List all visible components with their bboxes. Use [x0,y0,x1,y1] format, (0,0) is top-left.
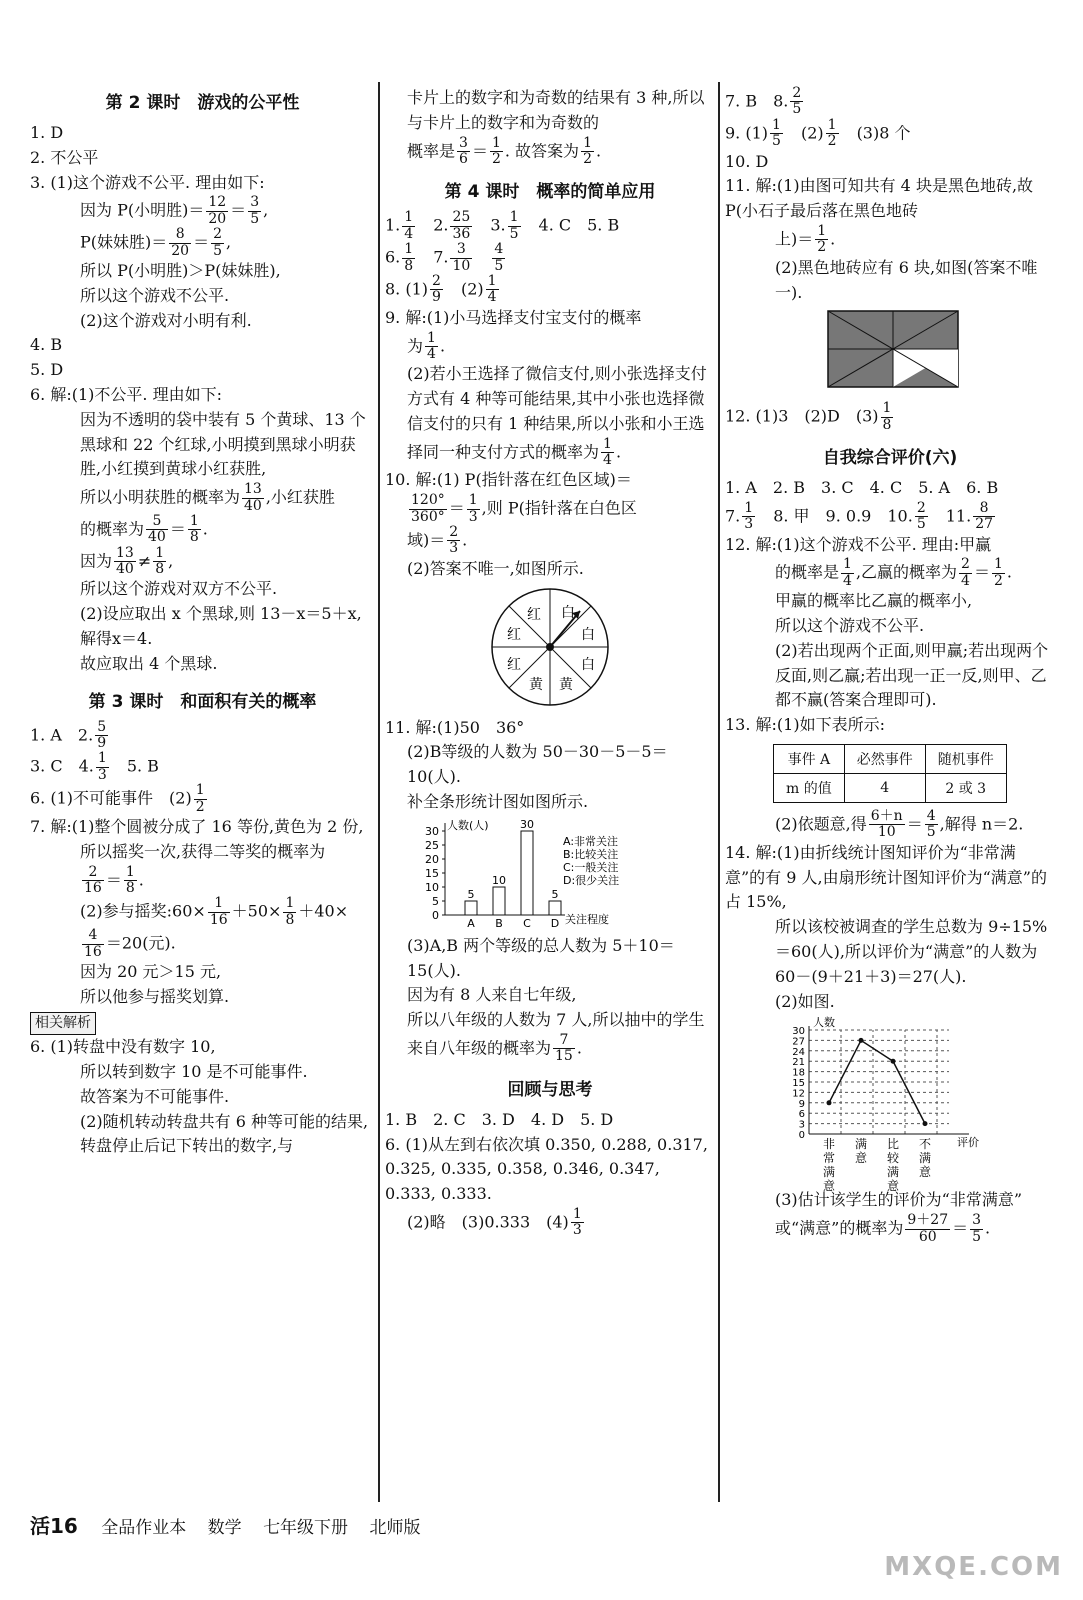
section-title: 第 2 课时 游戏的公平性 [105,93,300,113]
watermark: MXQE.COM [884,1552,1063,1582]
line-chart-tick-label: 0 [798,1130,805,1142]
answer-line: 4. B [30,335,63,355]
answer-line: (3)估计该学生的评价为“非常满意” [775,1190,1023,1210]
table-cell: 4 [844,774,925,803]
answer-line: 因为 20 元＞15 元, [80,961,222,981]
bar-category-label: D [550,916,560,930]
fraction: $\frac{1}{8}$ [125,863,135,896]
spinner-label: 红 [527,606,541,623]
fraction: $\frac{2}{4}$ [961,556,970,589]
line-category-char: 意 [886,1179,900,1194]
fraction: $\frac{6+n}{10}$ [870,808,903,841]
column-1 [30,78,375,1159]
answer-line: 所以这个游戏对双方不公平. [80,579,278,599]
fraction: $\frac{1}{16}$ [209,895,228,928]
bar-value-label: 5 [467,887,475,901]
answer-line: 3. (1)这个游戏不公平. 理由如下: [30,172,265,192]
line-chart-tick-label: 27 [792,1036,805,1048]
column-divider-2 [718,82,720,1502]
fraction: $\frac{1}{2}$ [583,134,592,167]
answer-line: 6. (1)从左到右依次填 0.350, 0.288, 0.317, 0.325, 0.335, 0.358, 0.346, 0.347, 0.333, 0.333. [385,1134,708,1204]
bar-legend-entry: C:一般关注 [563,860,619,874]
bar-category-label: C [523,916,531,930]
table-cell: 2 或 3 [925,774,1006,803]
answer-line: 10. D [725,151,769,171]
answer-line: 的概率为 $\frac{5}{40}$ ＝ $\frac{1}{8}$ . [80,512,208,546]
column-2 [385,78,715,1239]
line-category-char: 比 [886,1137,900,1152]
answer-line: (3)A,B 两个等级的总人数为 5＋10＝15(人). [407,935,675,980]
fraction: $\frac{120^\circ}{360^\circ}$ [411,492,445,525]
answer-line: (2)设应取出 x 个黑球,则 13－x＝5＋x,解得x＝4. [80,604,362,649]
fraction: $\frac{1}{4}$ [843,556,852,589]
book-title: 全品作业本 [101,1518,187,1538]
grade: 七年级下册 [263,1518,349,1538]
bar-chart-tick-label: 20 [425,852,439,866]
fraction: $\frac{9+27}{60}$ [907,1212,949,1245]
answer-line: 上)＝ $\frac{1}{2}$ . [775,222,836,256]
fraction: $\frac{2}{5}$ [792,85,802,118]
answer-line: 1. D [30,123,64,142]
answer-line: 6. (1)不可能事件 (2) $\frac{1}{2}$ [30,782,205,815]
fraction: $\frac{1}{8}$ [285,895,295,928]
fraction: $\frac{2}{5}$ [213,226,223,259]
fraction: $\frac{1}{4}$ [427,329,436,362]
answer-line: $\frac{120^\circ}{360^\circ}$ ＝ $\frac{1}{3}$ ,则 P(指针落在白色区 [411,492,637,525]
answer-line: 1. A 2. B 3. C 4. C 5. A 6. B [725,478,999,498]
answer-line: 14. 解:(1)由折线统计图知评价为“非常满意”的有 9 人,由扇形统计图知评价为“满意”的占 15%, [725,842,1047,912]
spinner-label: 白 [561,604,575,621]
fraction: $\frac{2}{5}$ [916,499,926,533]
fraction: $\frac{4}{16}$ [84,927,102,960]
answer-line: 11. 解:(1)由图可知共有 4 块是黑色地砖,故 P(小石子最后落在黑色地砖 [725,176,1034,221]
line-point [923,1122,928,1127]
fraction: $\frac{1}{5}$ [509,209,519,242]
line-category-label [855,1136,867,1165]
answer-line: (2)随机转动转盘共有 6 种等可能的结果,转盘停止后记下转出的数字,与 [80,1111,369,1156]
subject: 数学 [207,1518,242,1538]
line-chart-tick-label: 30 [792,1026,805,1038]
line-category-char: 不 [918,1137,932,1152]
answer-line: (2)黑色地砖应有 6 块,如图(答案不唯一). [775,257,1038,302]
answer-line: 补全条形统计图如图所示. [407,792,589,812]
bar-category-label: B [495,916,503,930]
bar-chart-tick-label: 10 [425,880,439,894]
line-category-char: 常 [822,1151,836,1166]
bar [465,901,477,915]
answer-line: (2)略 (3)0.333 (4) $\frac{1}{3}$ [407,1205,582,1239]
answer-line: 7. $\frac{1}{3}$ 8. 甲 9. 0.9 10. $\frac{2}{5}$ 11. $\frac{8}{27}$ [725,499,994,533]
answer-line: 所以转到数字 10 是不可能事件. [80,1062,308,1082]
section-title: 第 3 课时 和面积有关的概率 [88,691,317,712]
fraction: $\frac{13}{40}$ [244,481,262,514]
fraction: $\frac{1}{8}$ [189,512,199,546]
answer-line: (2)若小王选择了微信支付,则小张选择支付方式有 4 种等可能结果,其中小张也选择微信支付的只有 1 种结果,所以小张和小王选择同一种支付方式的概率为 $\frac{1}{4}$ . [407,364,707,469]
line-category-char: 意 [822,1179,836,1194]
line-category-char: 非 [822,1137,836,1152]
fraction: $\frac{1}{3}$ [468,492,478,525]
answer-line: (2)若出现两个正面,则甲赢;若出现两个反面,则乙赢;若出现一正一反,则甲、乙都不赢(答案合理即可). [775,640,1049,710]
answer-line: (2)这个游戏对小明有利. [80,310,252,330]
line-chart-tick-label: 3 [798,1120,805,1132]
line-chart-tick-label: 21 [792,1057,805,1069]
answer-line: 1. $\frac{1}{4}$ 2. $\frac{25}{36}$ 3. $\frac{1}{5}$ 4. C 5. B [385,209,620,242]
line-category-char: 满 [854,1137,868,1152]
line-category-label [919,1137,931,1179]
fraction: $\frac{8}{27}$ [975,499,994,533]
fraction: $\frac{1}{2}$ [817,222,827,256]
fraction: $\frac{3}{5}$ [250,194,260,227]
fraction: $\frac{3}{10}$ [452,241,471,274]
bar-chart-tick-label: 5 [432,894,439,908]
fraction: $\frac{2}{3}$ [449,524,459,557]
answer-line: 因为 $\frac{13}{40}$ ≠ $\frac{1}{8}$ , [80,544,174,578]
bar-chart [385,815,715,930]
page-number: 活16 [30,1514,78,1538]
line-chart-tick-label: 18 [792,1068,805,1080]
fraction: $\frac{7}{15}$ [555,1032,573,1065]
bar-chart-tick-label: 30 [425,824,439,838]
fraction: $\frac{1}{3}$ [572,1205,582,1239]
fraction: $\frac{1}{3}$ [744,499,754,533]
bar [521,831,533,915]
fraction: $\frac{1}{2}$ [827,116,837,150]
spinner-label: 红 [507,626,521,643]
answer-line: 6. 解:(1)不公平. 理由如下: [30,384,222,404]
table-cell: 随机事件 [925,745,1006,774]
answer-line: (2)如图. [775,991,835,1011]
section-title: 第 4 课时 概率的简单应用 [444,182,656,203]
answer-line: 因为 P(小明胜)＝ $\frac{12}{20}$ ＝ $\frac{3}{5}$ , [80,194,269,227]
bar [493,887,505,915]
fraction: $\frac{3}{6}$ [459,134,468,167]
fraction: $\frac{2}{16}$ [84,863,102,896]
answer-line: 所以八年级的人数为 7 人,所以抽中的学生来自八年级的概率为 $\frac{7}{15}$ . [407,1010,705,1065]
page-footer [30,1510,436,1539]
edition: 北师版 [369,1518,421,1538]
line-category-char: 满 [886,1165,900,1180]
table-cell: 事件 A [774,745,845,774]
line-chart-xlabel: 评价 [957,1136,979,1150]
bar [549,901,561,915]
fraction: $\frac{8}{20}$ [171,226,190,259]
line-category-char: 满 [822,1165,836,1180]
bar-legend-entry: B:比较关注 [563,847,619,861]
answer-line: 12. (1)3 (2)D (3) $\frac{1}{8}$ [725,400,892,433]
bar-chart-tick-label: 0 [432,908,439,922]
fraction: $\frac{1}{2}$ [491,134,501,167]
answer-line: 9. (1) $\frac{1}{5}$ (2) $\frac{1}{2}$ (3)8 个 [725,116,911,150]
bar-legend-entry: D:很少关注 [563,873,620,887]
line-category-char: 意 [918,1165,932,1180]
fraction: $\frac{1}{8}$ [882,400,892,433]
line-category-label [823,1136,835,1193]
fraction: $\frac{13}{40}$ [116,544,134,578]
answer-line: (2)答案不唯一,如图所示. [407,558,584,578]
answer-line: 6. (1)转盘中没有数字 10, [30,1037,216,1057]
fraction: $\frac{4}{5}$ [494,241,504,274]
section-title: 自我综合评价(六) [822,448,958,469]
event-table [773,744,1007,803]
bar-chart-ylabel: 人数(人) [447,818,489,832]
fraction: $\frac{1}{4}$ [603,435,612,469]
fraction: $\frac{1}{4}$ [404,209,414,242]
line-point [827,1101,832,1106]
answer-line: 9. 解:(1)小马选择支付宝支付的概率 [385,307,642,327]
line-chart-tick-label: 12 [792,1088,805,1100]
answer-line: 7. 解:(1)整个圆被分成了 16 等份,黄色为 2 份, [30,817,364,836]
answer-line: 1. B 2. C 3. D 4. D 5. D [385,1109,614,1129]
line-chart-tick-label: 15 [792,1078,805,1090]
bar-value-label: 30 [520,817,534,831]
section-title: 回顾与思考 [507,1079,593,1100]
spinner-label: 黄 [529,676,543,693]
related-analysis-tag: 相关解析 [30,1012,96,1036]
answer-line: 因为不透明的袋中装有 5 个黄球、13 个黑球和 22 个红球,小明摸到黑球小明获胜,小红摸到黄球小红获胜, [80,409,366,479]
answer-line: 甲赢的概率比乙赢的概率小, [775,591,973,611]
bar-chart-tick-label: 15 [425,866,439,880]
answer-line: (2)参与摇奖:60× $\frac{1}{16}$ ＋50× $\frac{1}{8}$ ＋40× [80,895,349,928]
spinner-label: 红 [507,656,521,673]
answer-line: 概率是 $\frac{3}{6}$ ＝ $\frac{1}{2}$ . 故答案为 $\frac{1}{2}$ . [407,134,602,167]
table-cell: m 的值 [774,774,845,803]
answer-line: 8. (1) $\frac{2}{9}$ (2) $\frac{1}{4}$ [385,272,497,306]
fraction: $\frac{1}{5}$ [772,116,781,150]
bar-value-label: 5 [551,887,559,901]
answer-line: 所以 P(小明胜)＞P(妹妹胜), [80,260,281,280]
answer-line: 所以这个游戏不公平. [80,285,230,305]
line-point [891,1059,896,1064]
fraction: $\frac{1}{2}$ [195,782,205,815]
answer-line: (2)依题意,得 $\frac{6+n}{10}$ ＝ $\frac{4}{5}$ ,解得 n＝2. [775,808,1024,841]
answer-line: 10. 解:(1) P(指针落在红色区域)＝ [385,470,632,490]
table-row [774,774,1007,803]
column-divider-1 [378,82,380,1502]
answer-line: 所以小明获胜的概率为 $\frac{13}{40}$ ,小红获胜 [80,481,335,514]
answer-line: 故应取出 4 个黑球. [80,653,218,673]
fraction: $\frac{5}{40}$ [148,512,166,546]
spinner-label: 黄 [559,676,573,693]
answer-line: 所以摇奖一次,获得二等奖的概率为 [80,841,326,861]
line-chart [725,1014,1055,1194]
fraction: $\frac{12}{20}$ [208,194,227,227]
spinner-label: 白 [581,656,595,673]
answer-line: 7. B 8. $\frac{2}{5}$ [725,85,802,118]
line-category-label [887,1137,900,1193]
line-category-char: 满 [918,1151,932,1166]
spinner-label: 白 [581,626,595,643]
fraction: $\frac{1}{2}$ [993,556,1003,589]
answer-line: $\frac{4}{16}$ ＝20(元). [84,927,176,960]
fraction: $\frac{1}{4}$ [487,272,497,306]
line-chart-tick-label: 9 [798,1099,805,1111]
answer-line: 为 $\frac{1}{4}$ . [407,329,446,362]
fraction: $\frac{1}{8}$ [404,241,414,274]
bar-value-label: 10 [492,873,506,887]
line-chart-tick-label: 24 [792,1047,805,1059]
column-3 [725,78,1055,1245]
line-point [859,1038,864,1043]
bar-chart-tick-label: 25 [425,838,439,852]
tile-figure [725,305,1055,397]
answer-line: 所以这个游戏不公平. [775,616,925,636]
line-category-char: 较 [886,1151,900,1166]
answer-line: 的概率是 $\frac{1}{4}$ ,乙赢的概率为 $\frac{2}{4}$ ＝ $\frac{1}{2}$ . [775,556,1012,589]
line-category-char: 意 [854,1151,868,1166]
fraction: $\frac{25}{36}$ [452,209,471,242]
answer-line: 5. D [30,360,64,380]
bar-category-label: A [467,916,475,930]
fraction: $\frac{1}{3}$ [97,750,107,783]
answer-line: 1. A 2. $\frac{5}{9}$ [30,718,107,752]
spinner-figure [385,582,715,712]
answer-line: 11. 解:(1)50 36° [385,717,525,737]
fraction: $\frac{3}{5}$ [972,1212,982,1245]
answer-line: $\frac{2}{16}$ ＝ $\frac{1}{8}$ . [84,863,144,896]
answer-line: 2. 不公平 [30,147,99,167]
bar-legend-entry: A:非常关注 [563,834,619,848]
answer-line: 或“满意”的概率为 $\frac{9+27}{60}$ ＝ $\frac{3}{5}$ . [775,1212,991,1245]
table-row [774,745,1007,774]
answer-line: 因为有 8 人来自七年级, [407,985,577,1005]
answer-line: 6. $\frac{1}{8}$ 7. $\frac{3}{10}$ $\frac{4}{5}$ [385,241,504,274]
answer-line: 故答案为不可能事件. [80,1086,230,1106]
answer-line: 3. C 4. $\frac{1}{3}$ 5. B [30,750,159,783]
bar-chart-xlabel: 关注程度 [565,912,609,926]
answer-line: (2)B等级的人数为 50－30－5－5＝10(人). [407,742,668,787]
answer-line: 13. 解:(1)如下表所示: [725,715,885,735]
line-chart-ylabel: 人数 [813,1016,835,1030]
answer-line: P(妹妹胜)＝ $\frac{8}{20}$ ＝ $\frac{2}{5}$ , [80,226,232,259]
answer-line: 域)＝ $\frac{2}{3}$ . [407,524,468,557]
table-cell: 必然事件 [844,745,925,774]
answer-line: 卡片上的数字和为奇数的结果有 3 种,所以与卡片上的数字和为奇数的 [407,88,705,132]
fraction: $\frac{2}{9}$ [432,272,441,306]
related-analysis-line [30,1010,375,1036]
fraction: $\frac{4}{5}$ [926,808,936,841]
fraction: $\frac{1}{8}$ [155,544,165,578]
line-chart-tick-label: 6 [798,1109,805,1121]
fraction: $\frac{5}{9}$ [97,718,107,752]
answer-line: 所以该校被调查的学生总数为 9÷15%＝60(人),所以评价为“满意”的人数为60－(9＋21＋3)＝27(人). [775,917,1048,986]
answer-line: 12. 解:(1)这个游戏不公平. 理由:甲赢 [725,534,992,554]
answer-line: 所以他参与摇奖划算. [80,986,230,1006]
